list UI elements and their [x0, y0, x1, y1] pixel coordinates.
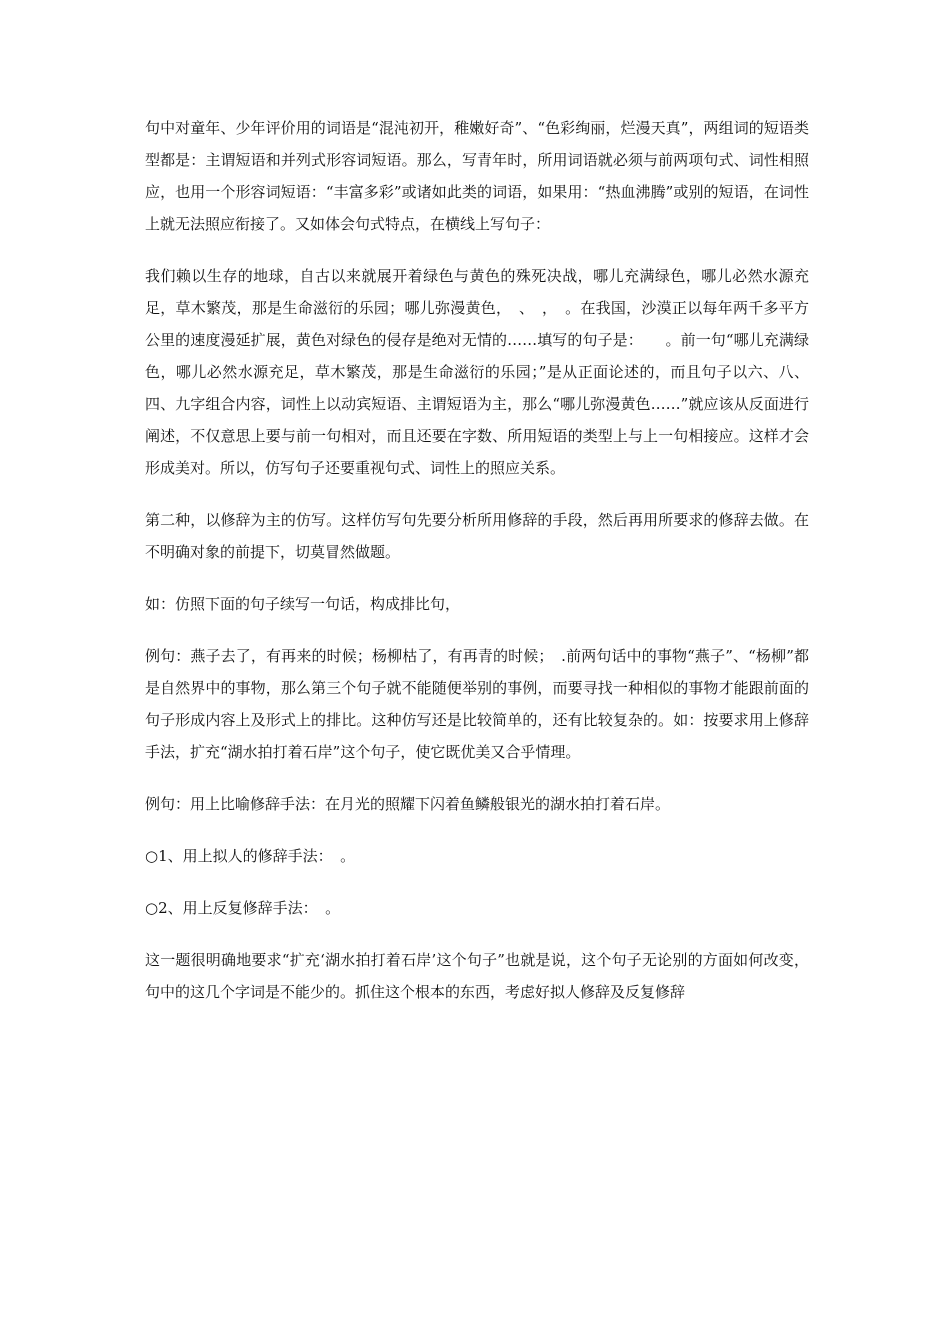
paragraph-9: 这一题很明确地要求“扩充‘湖水拍打着石岸’这个句子”也就是说，这个句子无论别的方面如何改变，句中的这几个字词是不能少的。抓住这个根本的东西，考虑好拟人修辞及反复修辞 [145, 951, 809, 1001]
paragraph-2: 我们赖以生存的地球，自古以来就展开着绿色与黄色的殊死决战，哪儿充满绿色，哪儿必然水源充足，草木繁茂，那是生命滋衍的乐园；哪儿弥漫黄色， 、 ， 。在我国，沙漠正以每年两千多平方公里的速度漫延扩展，黄色对绿色的侵存是绝对无情的……填写的句子是： 。前一句“哪儿充满绿色，哪儿必然水源充足，草木繁茂，那是生命滋衍的乐园；”是从正面论述的，而且句子以六、八、四、九字组合内容，词性上以动宾短语、主谓短语为主，那么“哪儿弥漫黄色……”就应该从反面进行阐述，不仅意思上要与前一句相对，而且还要在字数、所用短语的类型上与上一句相接应。这样才会形成美对。所以，仿写句子还要重视句式、词性上的照应关系。 [145, 267, 809, 477]
document-body [145, 112, 809, 1028]
paragraph-1: 句中对童年、少年评价用的词语是“混沌初开，稚嫩好奇”、“色彩绚丽，烂漫天真”，两组词的短语类型都是：主谓短语和并列式形容词短语。那么，写青年时，所用词语就必须与前两项句式、词性相照应，也用一个形容词短语：“丰富多彩”或诸如此类的词语，如果用：“热血沸腾”或别的短语，在词性上就无法照应衔接了。又如体会句式特点，在横线上写句子： [145, 119, 809, 233]
paragraph-3: 第二种，以修辞为主的仿写。这样仿写句先要分析所用修辞的手段，然后再用所要求的修辞去做。在不明确对象的前提下，切莫冒然做题。 [145, 511, 809, 561]
paragraph-8: ○2、用上反复修辞手法： 。 [145, 899, 341, 917]
paragraph-6: 例句：用上比喻修辞手法：在月光的照耀下闪着鱼鳞般银光的湖水拍打着石岸。 [145, 795, 671, 813]
paragraph-7: ○1、用上拟人的修辞手法： 。 [145, 847, 356, 865]
paragraph-4: 如：仿照下面的句子续写一句话，构成排比句， [145, 595, 461, 613]
paragraph-5: 例句：燕子去了，有再来的时候；杨柳枯了，有再青的时候； .前两句话中的事物“燕子”、“杨柳”都是自然界中的事物，那么第三个句子就不能随便举别的事例，而要寻找一种相似的事物才能跟前面的句子形成内容上及形式上的排比。这种仿写还是比较简单的，还有比较复杂的。如：按要求用上修辞手法，扩充“湖水拍打着石岸”这个句子，使它既优美又合乎情理。 [145, 647, 809, 761]
